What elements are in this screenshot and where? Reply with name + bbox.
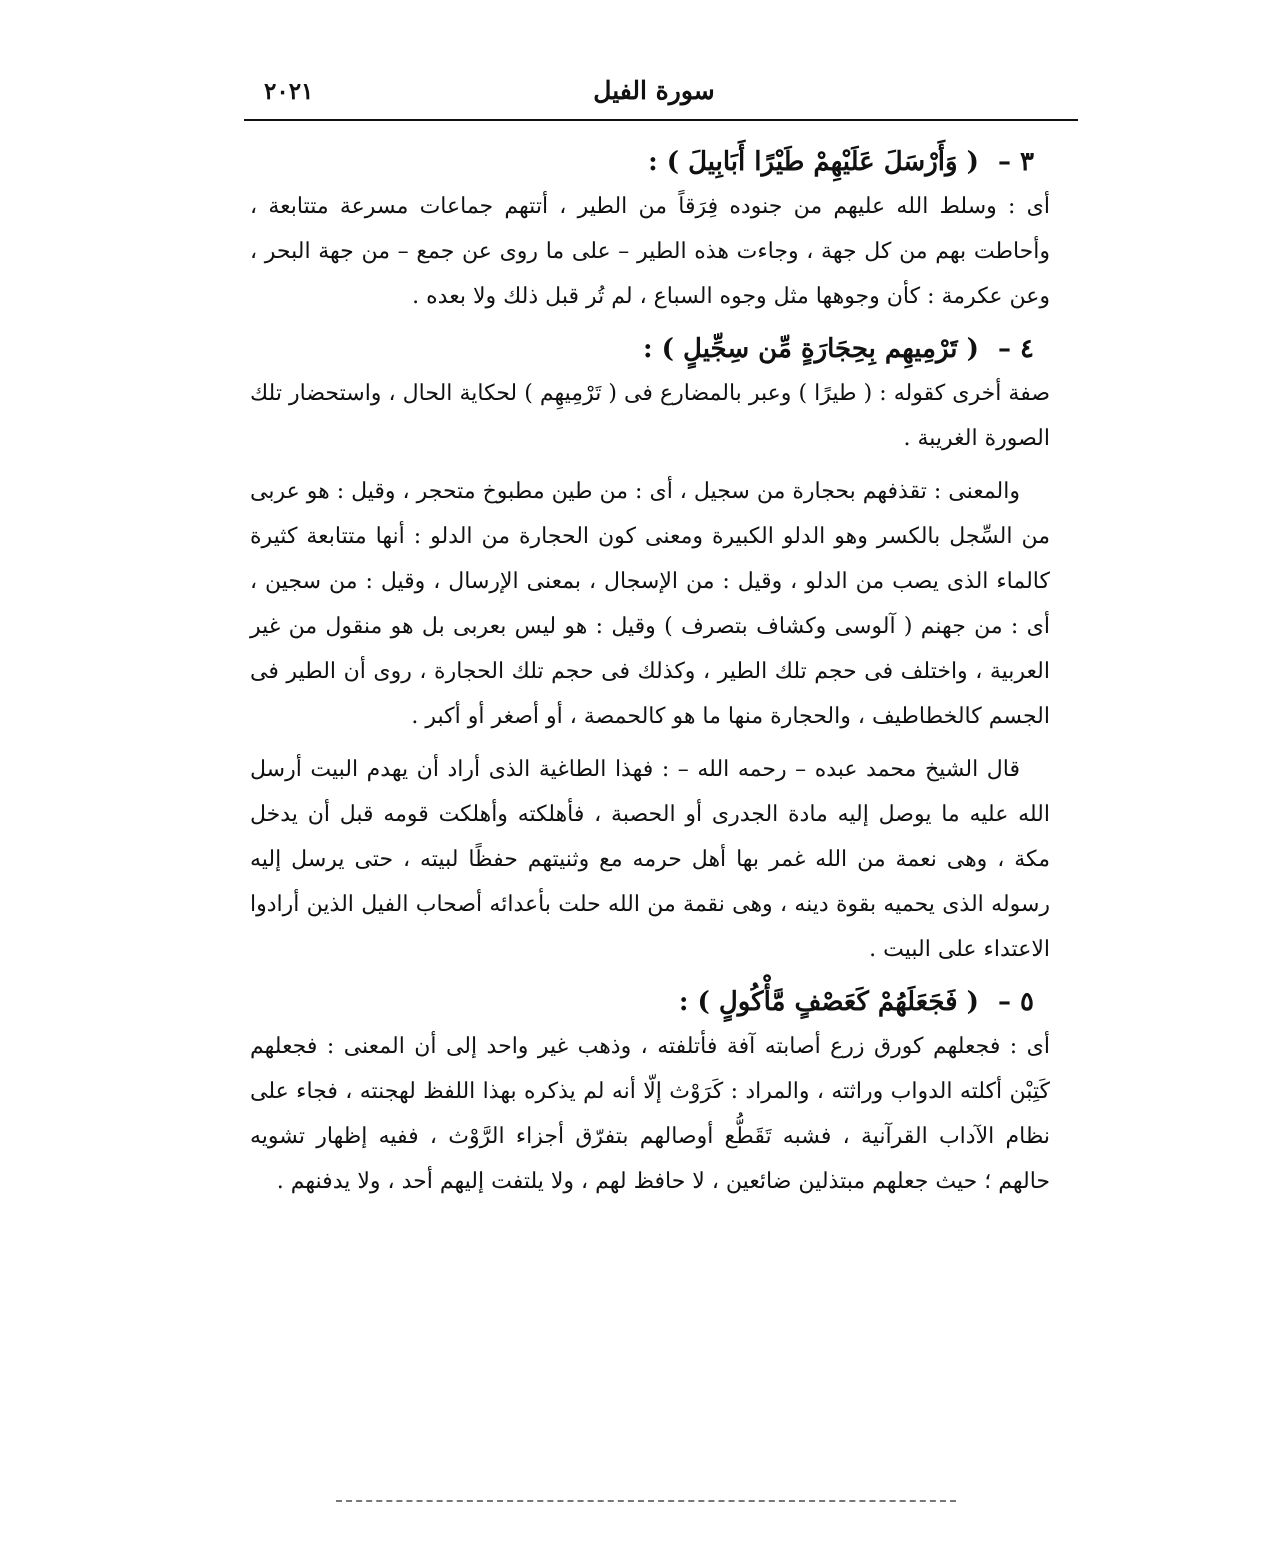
page-body	[250, 140, 1050, 1212]
verse-text: ( فَجَعَلَهُمْ كَعَصْفٍ مَّأْكُولٍ ) :	[678, 987, 979, 1017]
page-header	[244, 74, 1078, 114]
verse-section	[250, 140, 1050, 319]
footer-divider	[336, 1500, 956, 1502]
verse-text: ( تَرْمِيهِم بِحِجَارَةٍ مِّن سِجِّيلٍ ) :	[643, 334, 979, 364]
verse-number: ٤ –	[997, 334, 1034, 364]
verse-text: ( وَأَرْسَلَ عَلَيْهِمْ طَيْرًا أَبَابِيلَ ) :	[648, 147, 979, 177]
header-divider	[244, 119, 1078, 121]
surah-title: سورة الفيل	[593, 76, 715, 105]
verse-section	[250, 327, 1050, 972]
commentary-paragraph: أى : وسلط الله عليهم من جنوده فِرَقاً من الطير ، أتتهم جماعات مسرعة متتابعة ، وأحاطت بهم من كل جهة ، وجاءت هذه الطير – على ما روى عن جمع – من جهة البحر ، وعن عكرمة : كأن وجوهها مثل وجوه السباع ، لم تُر قبل ذلك ولا بعده .	[250, 194, 1050, 309]
verse-heading	[250, 140, 1050, 184]
verse-section	[250, 980, 1050, 1204]
commentary-paragraph: أى : فجعلهم كورق زرع أصابته آفة فأتلفته ، وذهب غير واحد إلى أن المعنى : فجعلهم كَتِبْن أكلته الدواب وراثته ، والمراد : كَرَوْث إلّا أنه لم يذكره بهذا اللفظ لهجنته ، فجاء على نظام الآداب القرآنية ، فشبه تَقَطُّع أوصالهم بتفرّق أجزاء الرَّوْث ، ففيه إظهار تشويه حالهم ؛ حيث جعلهم مبتذلين ضائعين ، لا حافظ لهم ، ولا يلتفت إليهم أحد ، ولا يدفنهم .	[250, 1034, 1050, 1194]
verse-heading	[250, 980, 1050, 1024]
commentary-paragraph: صفة أخرى كقوله : ( طيرًا ) وعبر بالمضارع فى ( تَرْمِيهِم ) لحكاية الحال ، واستحضار تلك الصورة الغريبة .	[250, 381, 1050, 451]
verse-number: ٣ –	[997, 147, 1034, 177]
commentary-paragraph: والمعنى : تقذفهم بحجارة من سجيل ، أى : من طين مطبوخ متحجر ، وقيل : هو عربى من السِّجل بالكسر وهو الدلو الكبيرة ومعنى كون الحجارة من الدلو : أنها متتابعة كثيرة كالماء الذى يصب من الدلو ، وقيل : من الإسجال ، بمعنى الإرسال ، وقيل : من سجين ، أى : من جهنم ( آلوسى وكشاف بتصرف ) وقيل : هو ليس بعربى بل هو منقول من غير العربية ، واختلف فى حجم تلك الطير ، وكذلك فى حجم تلك الحجارة ، روى أن الطير فى الجسم كالخطاطيف ، والحجارة منها ما هو كالحمصة ، أو أصغر أو أكبر .	[250, 479, 1050, 729]
verse-number: ٥ –	[997, 987, 1034, 1017]
commentary-paragraph: قال الشيخ محمد عبده – رحمه الله – : فهذا الطاغية الذى أراد أن يهدم البيت أرسل الله عليه ما يوصل إليه مادة الجدرى أو الحصبة ، فأهلكته وأهلكت قومه قبل أن يدخل مكة ، وهى نعمة من الله غمر بها أهل حرمه مع وثنيتهم حفظًا لبيته ، حتى يرسل إليه رسوله الذى يحميه بقوة دينه ، وهى نقمة من الله حلت بأعدائه أصحاب الفيل الذين أرادوا الاعتداء على البيت .	[250, 757, 1050, 962]
verse-heading	[250, 327, 1050, 371]
page-number: ٢٠٢١	[264, 78, 314, 105]
